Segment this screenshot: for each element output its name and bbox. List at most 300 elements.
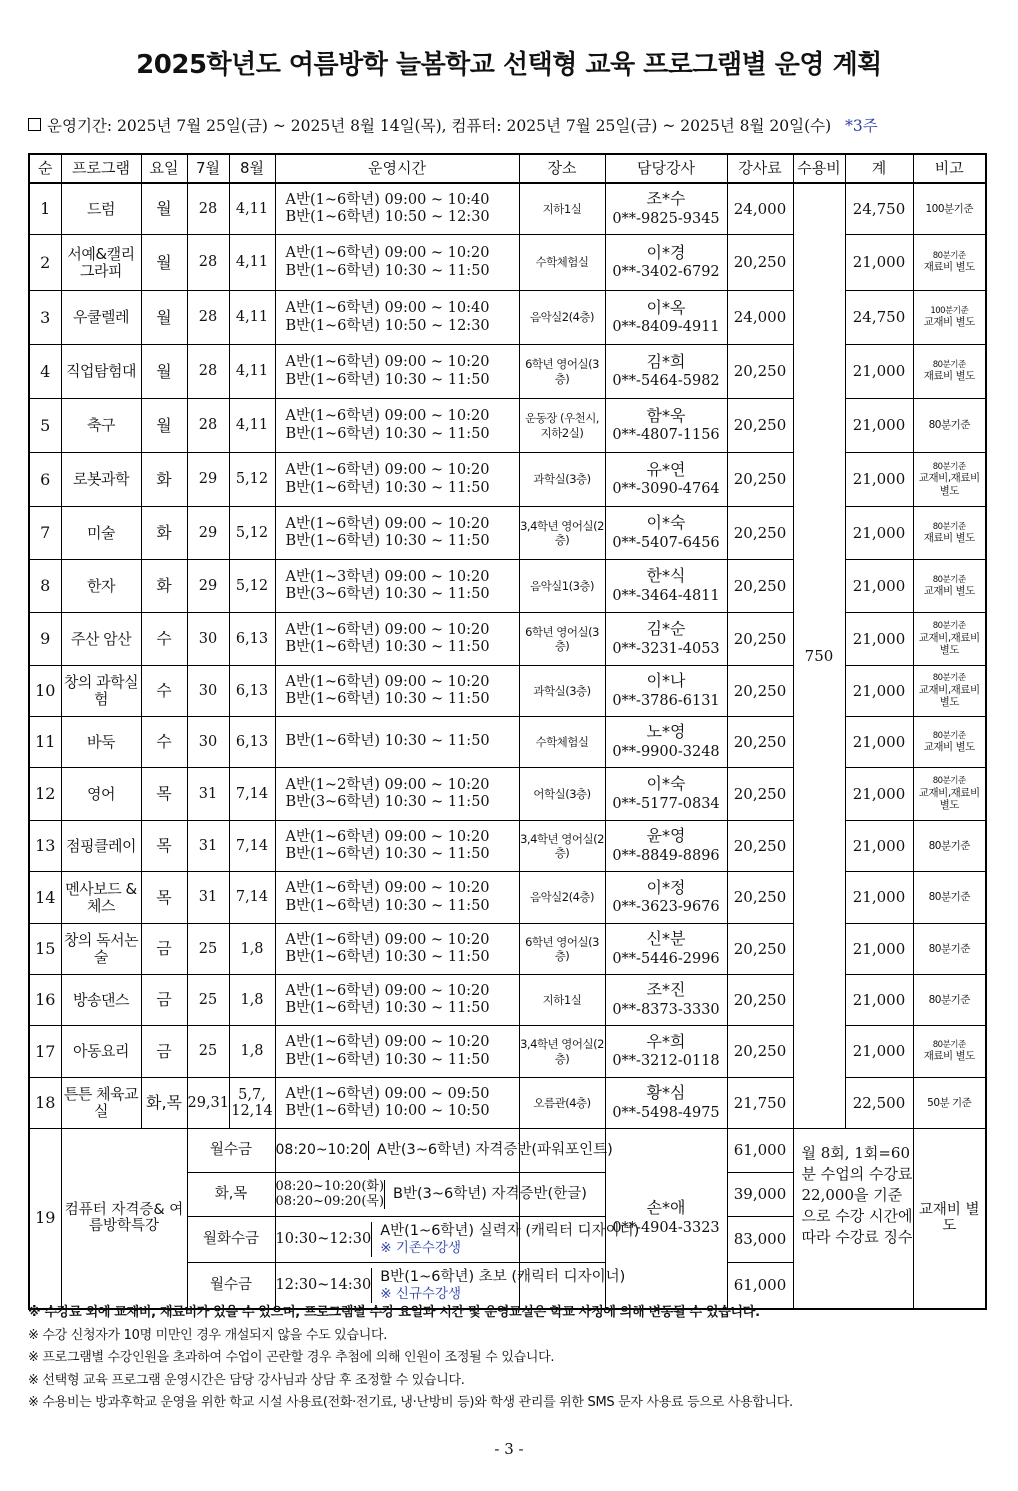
program-name: 축구: [61, 399, 141, 453]
session-day: 월화수금: [187, 1217, 275, 1263]
time-class-a: A반(1~6학년) 09:00 ~ 10:20: [285, 828, 490, 845]
location: 음악실1(3층): [519, 560, 605, 613]
teacher-name: 함*욱: [646, 405, 686, 425]
session-note: ※ 기존수강생: [380, 1240, 462, 1257]
location: 오름관(4층): [519, 1078, 605, 1129]
weekday: 화: [141, 507, 187, 560]
teacher-name: 우*희: [646, 1031, 686, 1051]
august-dates: 6,13: [229, 717, 275, 768]
session-time: 12:30~14:30: [276, 1268, 373, 1303]
program-name: 튼튼 체육교실: [61, 1078, 141, 1129]
location: 과학실(3층): [519, 453, 605, 507]
july-dates: 28: [187, 235, 229, 291]
program-name: 영어: [61, 768, 141, 821]
july-dates: 28: [187, 183, 229, 235]
july-dates: 29: [187, 453, 229, 507]
weekday: 월: [141, 183, 187, 235]
time-class-b: B반(1~6학년) 10:30 ~ 11:50: [285, 639, 490, 655]
note-cell: [913, 235, 986, 291]
july-dates: 25: [187, 975, 229, 1026]
row-number: 16: [29, 975, 61, 1026]
july-dates: 28: [187, 399, 229, 453]
weekday: 목: [141, 768, 187, 821]
location: 6학년 영어실(3층): [519, 613, 605, 666]
august-dates: 1,8: [229, 924, 275, 975]
teacher-cell: [605, 717, 727, 768]
teacher-phone: 0**-5177-0834: [612, 795, 720, 812]
july-dates: 30: [187, 613, 229, 666]
teacher-name: 한*식: [646, 566, 686, 586]
note-cell: [913, 1026, 986, 1078]
header-cell: 순: [29, 154, 61, 183]
note-cell: [913, 975, 986, 1026]
time-class-b: B반(1~6학년) 10:30 ~ 11:50: [285, 846, 490, 862]
location: 지하1실: [519, 183, 605, 235]
teacher-cell: [605, 768, 727, 821]
total-fee: 21,000: [845, 975, 913, 1026]
checkbox-bullet-icon: [28, 118, 41, 131]
teacher-name: 황*심: [646, 1083, 686, 1103]
teacher-phone: 0**-4807-1156: [612, 427, 720, 444]
total-fee: 21,000: [845, 717, 913, 768]
note-cell: [913, 821, 986, 872]
august-dates: 4,11: [229, 399, 275, 453]
teacher-name: 노*영: [646, 722, 686, 742]
note-cell: [913, 872, 986, 924]
note-cell: [913, 924, 986, 975]
header-cell: 7월: [187, 154, 229, 183]
operating-time: [275, 613, 519, 666]
teacher-cell: [605, 507, 727, 560]
time-class-b: B반(1~6학년) 10:30 ~ 11:50: [285, 897, 490, 914]
note-cell: 교재비 별도: [913, 1129, 986, 1309]
note-text: 80분기준: [928, 993, 970, 1006]
teacher-name: 김*희: [646, 351, 686, 371]
august-dates: 4,11: [229, 183, 275, 235]
row-number: 19: [29, 1129, 61, 1309]
location: 음악실2(4층): [519, 291, 605, 345]
total-fee: 21,000: [845, 1026, 913, 1078]
program-name: 점핑클레이: [61, 821, 141, 872]
teacher-name: 윤*영: [646, 826, 686, 846]
note-text: 50분 기준: [927, 1096, 972, 1109]
note-cell: [913, 717, 986, 768]
total-fee: 21,000: [845, 613, 913, 666]
table-row: [29, 183, 986, 235]
august-dates: 6,13: [229, 666, 275, 717]
total-fee: 21,000: [845, 666, 913, 717]
note-text: 80분기준: [928, 942, 970, 955]
note-text: 교재비,재료비 별도: [918, 631, 980, 657]
teacher-name: 이*숙: [646, 513, 686, 533]
row-number: 3: [29, 291, 61, 345]
session-day: 월수금: [187, 1263, 275, 1309]
teacher-name: 이*나: [646, 671, 686, 691]
instructor-fee: 20,250: [727, 924, 793, 975]
row-number: 5: [29, 399, 61, 453]
program-table: [28, 153, 987, 1310]
august-dates: 5,12: [229, 507, 275, 560]
weekday: 금: [141, 1026, 187, 1078]
teacher-phone: 0**-3786-6131: [612, 692, 720, 709]
note-text: 교재비 별도: [923, 740, 975, 753]
supply-fee: 750: [793, 183, 845, 1129]
july-dates: 31: [187, 768, 229, 821]
instructor-fee: 20,250: [727, 399, 793, 453]
note-text: 교재비 별도: [923, 316, 975, 329]
total-fee: 21,000: [845, 507, 913, 560]
teacher-cell: [605, 872, 727, 924]
time-class-a: A반(1~2학년) 09:00 ~ 10:20: [285, 776, 490, 793]
time-class-b: B반(1~6학년) 10:50 ~ 12:30: [285, 317, 490, 334]
header-cell: 운영시간: [275, 154, 519, 183]
page-title: 2025학년도 여름방학 늘봄학교 선택형 교육 프로그램별 운영 계획: [136, 50, 882, 80]
note-basis: 80분기준: [932, 1040, 966, 1051]
location: 운동장 (우천시, 지하2실): [519, 399, 605, 453]
august-dates: 7,14: [229, 872, 275, 924]
time-class-b: B반(1~6학년) 10:30 ~ 11:50: [285, 691, 490, 707]
teacher-name: 신*분: [646, 929, 686, 949]
session-fee: 83,000: [727, 1217, 793, 1263]
program-name: 우쿨렐레: [61, 291, 141, 345]
teacher-name: 이*정: [646, 877, 686, 897]
session-time: 10:30~12:30: [276, 1222, 373, 1257]
footnote-line: ※ 수용비는 방과후학교 운영을 위한 학교 시설 사용료(전화·전기료, 냉·난방비 등)와 학생 관리를 위한 SMS 문자 사용료 등으로 사용합니다.: [28, 1395, 793, 1410]
session-description: B반(3~6학년) 자격증반(한글): [393, 1186, 587, 1203]
teacher-phone: 0**-3464-4811: [612, 587, 720, 604]
total-fee: 21,000: [845, 453, 913, 507]
july-dates: 29,31: [187, 1078, 229, 1129]
location: 3,4학년 영어실(2층): [519, 507, 605, 560]
location: 수학체험실: [519, 717, 605, 768]
location: 수학체험실: [519, 235, 605, 291]
header-cell: 강사료: [727, 154, 793, 183]
teacher-name: 이*숙: [646, 774, 686, 794]
note-text: 교재비,재료비 별도: [918, 683, 980, 709]
teacher-phone: 0**-3402-6792: [612, 264, 720, 281]
weekday: 화,목: [141, 1078, 187, 1129]
time-class-a: A반(1~3학년) 09:00 ~ 10:20: [285, 568, 490, 585]
session-time-and-desc: [275, 1217, 640, 1263]
august-dates: 5,12: [229, 560, 275, 613]
session-time: 08:20~10:20: [275, 1141, 368, 1158]
time-class-a: A반(1~6학년) 09:00 ~ 10:20: [285, 621, 490, 638]
time-class-a: A반(1~6학년) 09:00 ~ 10:20: [285, 408, 490, 425]
time-class-a: A반(1~6학년) 09:00 ~ 10:20: [285, 1034, 490, 1051]
location: 6학년 영어실(3층): [519, 924, 605, 975]
session-note: ※ 신규수강생: [380, 1285, 462, 1302]
instructor-fee: 20,250: [727, 872, 793, 924]
note-basis: 80분기준: [932, 521, 966, 532]
program-name: 컴퓨터 자격증& 여름방학특강: [61, 1129, 187, 1309]
note-text: 80분기준: [928, 419, 970, 432]
weekday: 금: [141, 975, 187, 1026]
august-dates: 7,14: [229, 821, 275, 872]
teacher-name: 이*옥: [646, 297, 686, 317]
teacher-name: 조*수: [646, 189, 686, 209]
operating-time: [275, 975, 519, 1026]
program-name: 창의 과학실험: [61, 666, 141, 717]
location: 과학실(3층): [519, 666, 605, 717]
time-class-a: A반(1~6학년) 09:00 ~ 10:20: [285, 354, 490, 371]
teacher-cell: [605, 975, 727, 1026]
row-number: 10: [29, 666, 61, 717]
teacher-phone: 0**-5446-2996: [612, 950, 720, 967]
note-cell: [913, 453, 986, 507]
weekday: 수: [141, 717, 187, 768]
header-cell: 담당강사: [605, 154, 727, 183]
time-class-b: B반(1~6학년) 10:30 ~ 11:50: [285, 425, 490, 442]
teacher-cell: [605, 1026, 727, 1078]
teacher-phone: 0**-4904-3323: [612, 1220, 720, 1237]
instructor-fee: 20,250: [727, 507, 793, 560]
total-fee: 24,750: [845, 291, 913, 345]
row-number: 18: [29, 1078, 61, 1129]
august-dates: 6,13: [229, 613, 275, 666]
time-class-a: A반(1~6학년) 09:00 ~ 10:20: [285, 515, 490, 532]
fee-info: 월 8회, 1회=60분 수업의 수강료 22,000을 기준으로 수강 시간에 따라 수강료 징수: [793, 1129, 913, 1309]
note-text: 교재비 별도: [923, 584, 975, 597]
operating-time: [275, 345, 519, 399]
row-number: 15: [29, 924, 61, 975]
footnote-line: ※ 수강 신청자가 10명 미만인 경우 개설되지 않을 수도 있습니다.: [28, 1327, 388, 1343]
note-basis: 80분기준: [932, 776, 966, 787]
row-number: 14: [29, 872, 61, 924]
time-class-a: A반(1~6학년) 09:00 ~ 10:20: [285, 245, 490, 262]
note-text: 재료비 별도: [923, 370, 975, 383]
operating-time: [275, 235, 519, 291]
program-name: 미술: [61, 507, 141, 560]
operating-time: [275, 717, 519, 768]
note-text: 80분기준: [928, 839, 970, 852]
note-text: 재료비 별도: [923, 261, 975, 274]
instructor-fee: 21,750: [727, 1078, 793, 1129]
teacher-cell: [605, 924, 727, 975]
session-description: A반(3~6학년) 자격증반(파워포인트): [376, 1142, 613, 1159]
instructor-fee: 24,000: [727, 183, 793, 235]
row-number: 17: [29, 1026, 61, 1078]
teacher-cell: [605, 613, 727, 666]
total-fee: 21,000: [845, 399, 913, 453]
program-name: 창의 독서논술: [61, 924, 141, 975]
time-class-b: B반(1~6학년) 10:50 ~ 12:30: [285, 209, 490, 225]
time-class-a: A반(1~6학년) 09:00 ~ 10:20: [285, 673, 490, 690]
august-dates: 1,8: [229, 975, 275, 1026]
total-fee: 21,000: [845, 768, 913, 821]
teacher-phone: 0**-8409-4911: [612, 319, 720, 336]
teacher-cell: [605, 345, 727, 399]
program-name: 서예&캘리그라피: [61, 235, 141, 291]
session-day: 화,목: [187, 1173, 275, 1217]
weekday: 목: [141, 872, 187, 924]
note-basis: 80분기준: [932, 461, 966, 472]
time-class-b: B반(3~6학년) 10:30 ~ 11:50: [285, 794, 490, 810]
teacher-cell: [605, 183, 727, 235]
session-description-block: [372, 1222, 639, 1257]
header-cell: 장소: [519, 154, 605, 183]
footnotes: [28, 1302, 988, 1415]
program-name: 바둑: [61, 717, 141, 768]
session-fee: 61,000: [727, 1129, 793, 1173]
operating-time: [275, 1078, 519, 1129]
session-description: A반(1~6학년) 실력자 (캐릭터 디자이너): [380, 1223, 640, 1239]
program-name: 주산 암산: [61, 613, 141, 666]
row-number: 9: [29, 613, 61, 666]
teacher-phone: 0**-3623-9676: [612, 899, 720, 916]
operating-time: [275, 399, 519, 453]
teacher-cell: [605, 1078, 727, 1129]
teacher-cell: [605, 453, 727, 507]
operating-time: [275, 768, 519, 821]
row-number: 8: [29, 560, 61, 613]
note-cell: [913, 666, 986, 717]
table-header-row: [29, 154, 986, 183]
weekday: 월: [141, 399, 187, 453]
teacher-phone: 0**-9900-3248: [612, 743, 720, 760]
operating-time: [275, 924, 519, 975]
total-fee: 21,000: [845, 345, 913, 399]
teacher-phone: 0**-3212-0118: [612, 1053, 720, 1070]
note-basis: 80분기준: [932, 730, 966, 741]
period-text: 운영기간: 2025년 7월 25일(금) ~ 2025년 8월 14일(목), 컴퓨터: 2025년 7월 25일(금) ~ 2025년 8월 20일(수): [47, 117, 832, 135]
teacher-cell: [605, 560, 727, 613]
session-day: 월수금: [187, 1129, 275, 1173]
july-dates: 30: [187, 717, 229, 768]
footnote-line: ※ 수강료 외에 교재비, 재료비가 있을 수 있으며, 프로그램별 수강 요일과 시간 및 운영교실은 학교 사정에 의해 변동될 수 있습니다.: [28, 1305, 760, 1320]
operating-time: [275, 821, 519, 872]
time-class-b: B반(1~6학년) 10:30 ~ 11:50: [285, 949, 490, 965]
location: 3,4학년 영어실(2층): [519, 1026, 605, 1078]
operating-time: [275, 453, 519, 507]
teacher-name: 김*순: [646, 619, 686, 639]
operating-time: [275, 872, 519, 924]
weekday: 수: [141, 613, 187, 666]
total-fee: 21,000: [845, 560, 913, 613]
header-cell: 계: [845, 154, 913, 183]
august-dates: 4,11: [229, 291, 275, 345]
period-weeks: *3주: [845, 117, 878, 135]
total-fee: 21,000: [845, 821, 913, 872]
operating-time: [275, 183, 519, 235]
header-cell: 프로그램: [61, 154, 141, 183]
july-dates: 25: [187, 924, 229, 975]
row-number: 7: [29, 507, 61, 560]
note-cell: [913, 613, 986, 666]
weekday: 월: [141, 235, 187, 291]
note-basis: 80분기준: [932, 360, 966, 371]
time-class-b: B반(1~6학년) 10:30 ~ 11:50: [285, 262, 490, 279]
total-fee: 24,750: [845, 183, 913, 235]
note-basis: 80분기준: [932, 574, 966, 585]
july-dates: 30: [187, 666, 229, 717]
session-description-block: [372, 1268, 625, 1303]
row-number: 4: [29, 345, 61, 399]
teacher-name: 조*진: [646, 980, 686, 1000]
weekday: 금: [141, 924, 187, 975]
july-dates: 28: [187, 345, 229, 399]
instructor-fee: 20,250: [727, 560, 793, 613]
total-fee: 21,000: [845, 235, 913, 291]
teacher-cell: [605, 235, 727, 291]
july-dates: 31: [187, 821, 229, 872]
note-basis: 80분기준: [932, 251, 966, 262]
weekday: 수: [141, 666, 187, 717]
note-basis: 80분기준: [932, 621, 966, 632]
session-description: B반(1~6학년) 초보 (캐릭터 디자이너): [380, 1268, 626, 1285]
program-name: 로봇과학: [61, 453, 141, 507]
instructor-fee: 20,250: [727, 345, 793, 399]
footnote-line: ※ 프로그램별 수강인원을 초과하여 수업이 곤란할 경우 추첨에 의해 인원이 조정될 수 있습니다.: [28, 1350, 555, 1365]
weekday: 화: [141, 453, 187, 507]
header-cell: 8월: [229, 154, 275, 183]
location: 3,4학년 영어실(2층): [519, 821, 605, 872]
program-name: 방송댄스: [61, 975, 141, 1026]
teacher-phone: 0**-5464-5982: [612, 373, 720, 390]
operating-time: [275, 560, 519, 613]
time-class-b: B반(1~6학년) 10:30 ~ 11:50: [285, 1000, 490, 1016]
instructor-fee: 20,250: [727, 821, 793, 872]
instructor-fee: 20,250: [727, 235, 793, 291]
august-dates: 4,11: [229, 235, 275, 291]
teacher-phone: 0**-5407-6456: [612, 534, 720, 551]
time-class-a: A반(1~6학년) 09:00 ~ 10:20: [285, 931, 490, 948]
teacher-cell: [605, 821, 727, 872]
note-cell: [913, 291, 986, 345]
instructor-fee: 20,250: [727, 453, 793, 507]
july-dates: 29: [187, 507, 229, 560]
operating-time: [275, 507, 519, 560]
note-text: 100분기준: [925, 202, 973, 215]
total-fee: 22,500: [845, 1078, 913, 1129]
note-basis: 80분기준: [932, 673, 966, 684]
row-number: 11: [29, 717, 61, 768]
instructor-fee: 20,250: [727, 717, 793, 768]
teacher-cell: [605, 399, 727, 453]
session-fee: 39,000: [727, 1173, 793, 1217]
session-time-and-desc: [275, 1129, 613, 1173]
weekday: 월: [141, 291, 187, 345]
note-text: 재료비 별도: [923, 531, 975, 544]
header-cell: 요일: [141, 154, 187, 183]
note-cell: [913, 768, 986, 821]
time-class-a: A반(1~6학년) 09:00 ~ 10:20: [285, 982, 490, 999]
operating-time: [275, 666, 519, 717]
operating-time: [275, 291, 519, 345]
teacher-phone: 0**-5498-4975: [612, 1104, 720, 1121]
row-number: 6: [29, 453, 61, 507]
note-cell: [913, 183, 986, 235]
time-class-a: A반(1~6학년) 09:00 ~ 09:50: [285, 1085, 490, 1102]
july-dates: 25: [187, 1026, 229, 1078]
time-class-a: A반(1~6학년) 09:00 ~ 10:40: [285, 191, 490, 208]
operating-period: [28, 114, 878, 136]
program-name: 아동요리: [61, 1026, 141, 1078]
program-name: 드럼: [61, 183, 141, 235]
time-class-a: B반(1~6학년) 10:30 ~ 11:50: [285, 733, 490, 750]
total-fee: 21,000: [845, 924, 913, 975]
teacher-phone: 0**-3231-4053: [612, 640, 720, 657]
note-cell: [913, 345, 986, 399]
note-cell: [913, 560, 986, 613]
row-number: 13: [29, 821, 61, 872]
teacher-cell: [605, 291, 727, 345]
time-class-b: B반(1~6학년) 10:30 ~ 11:50: [285, 479, 490, 496]
note-text: 교재비,재료비 별도: [918, 786, 980, 812]
note-cell: [913, 507, 986, 560]
note-cell: [913, 399, 986, 453]
time-class-a: A반(1~6학년) 09:00 ~ 10:40: [285, 300, 490, 317]
header-cell: 비고: [913, 154, 986, 183]
